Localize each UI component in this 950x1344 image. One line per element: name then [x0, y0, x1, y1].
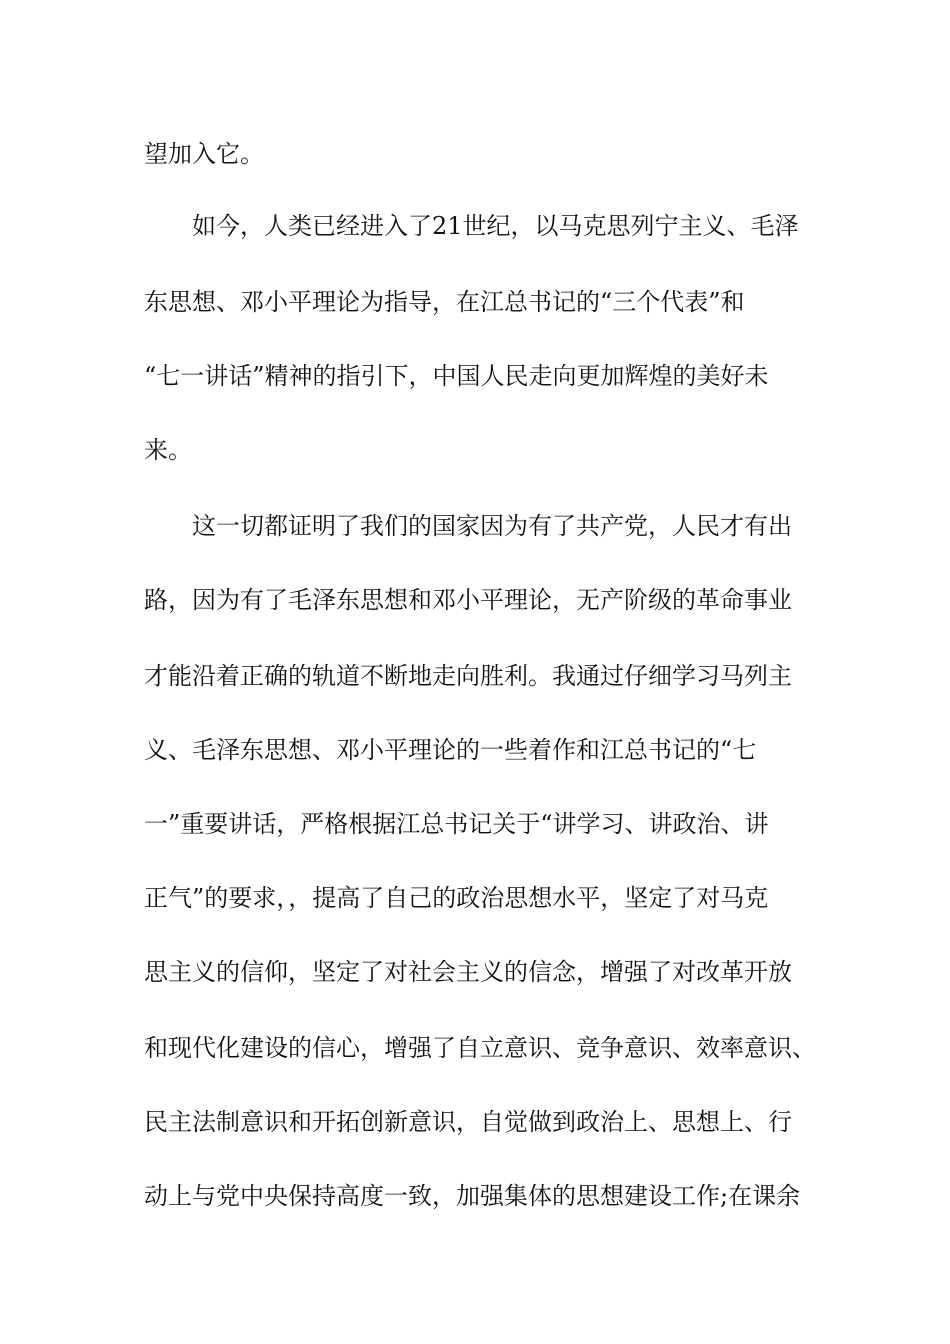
text-line: 来。: [144, 436, 192, 464]
text-line: 望加入它。: [144, 140, 264, 168]
text-line: 思主义的信仰，坚定了对社会主义的信念，增强了对改革开放: [144, 958, 792, 986]
text-line: 路，因为有了毛泽东思想和邓小平理论，无产阶级的革命事业: [144, 586, 792, 614]
text-line: 正气”的要求，，提高了自己的政治思想水平，坚定了对马克: [144, 884, 769, 912]
text-line: 动上与党中央保持高度一致，加强集体的思想建设工作;在课余: [144, 1182, 801, 1210]
text-line: 这一切都证明了我们的国家因为有了共产党，人民才有出: [144, 512, 792, 540]
text-line: “七一讲话”精神的指引下，中国人民走向更加辉煌的美好未: [144, 362, 769, 390]
text-line: 如今，人类已经进入了21世纪，以马克思列宁主义、毛泽: [144, 212, 799, 240]
text-line: 才能沿着正确的轨道不断地走向胜利。我通过仔细学习马列主: [144, 662, 792, 690]
text-line: 东思想、邓小平理论为指导，在江总书记的“三个代表”和: [144, 288, 745, 316]
text-line: 和现代化建设的信心，增强了自立意识、竞争意识、效率意识、: [144, 1034, 816, 1062]
text-line: 民主法制意识和开拓创新意识，自觉做到政治上、思想上、行: [144, 1108, 792, 1136]
text-line: 义、毛泽东思想、邓小平理论的一些着作和江总书记的“七: [144, 736, 757, 764]
text-line: 一”重要讲话，严格根据江总书记关于“讲学习、讲政治、讲: [144, 810, 769, 838]
